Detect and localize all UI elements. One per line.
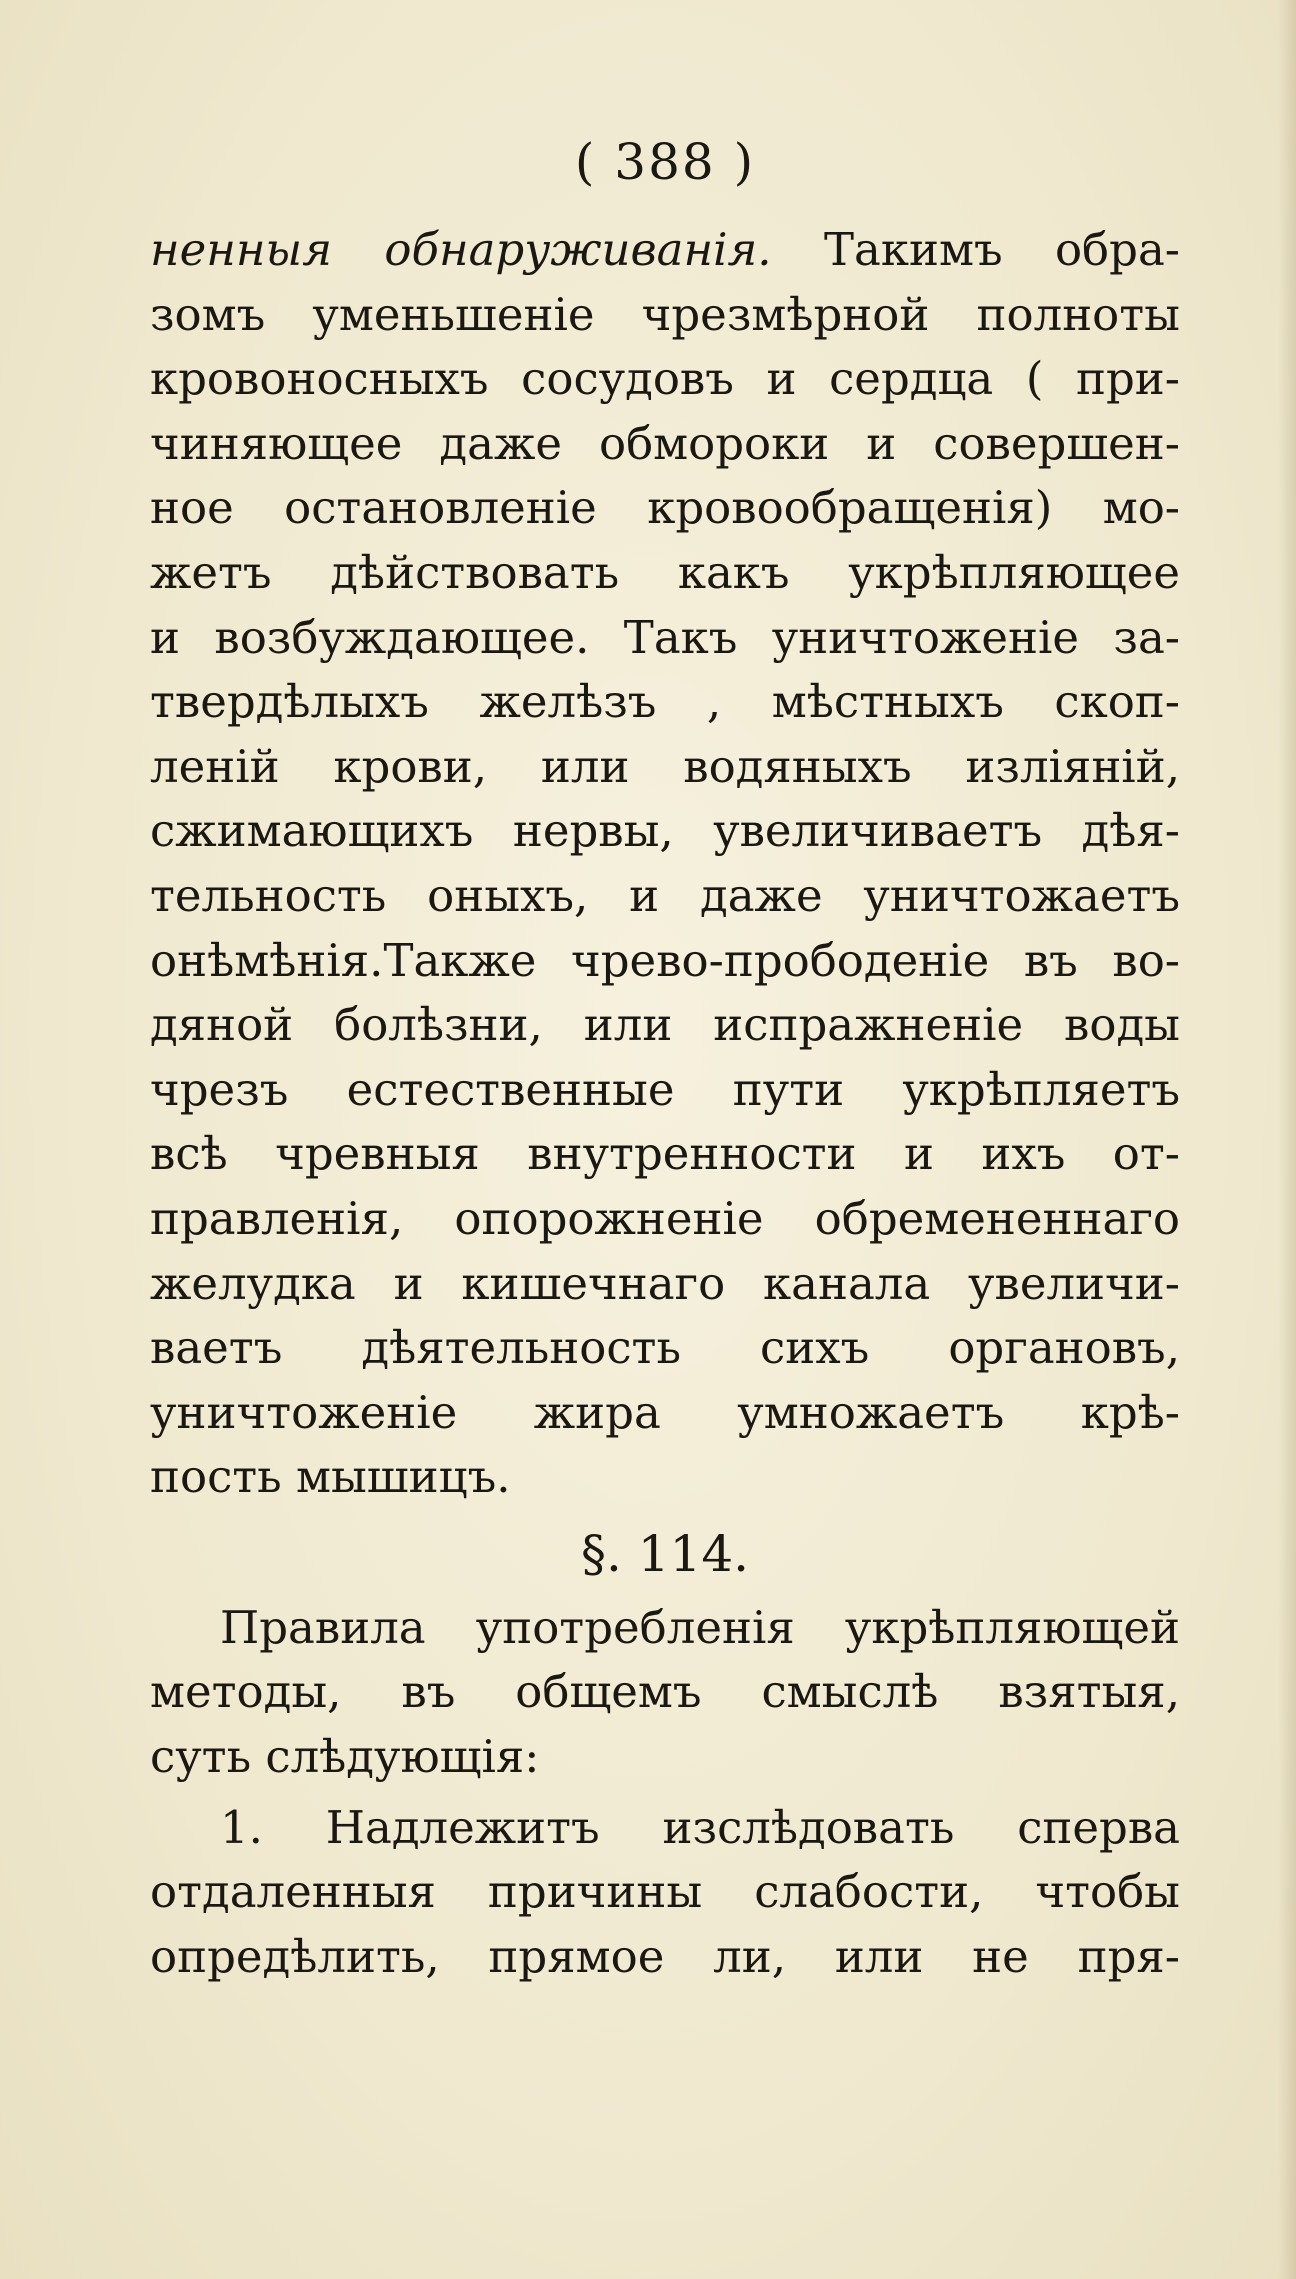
text-line: зомъ уменьшеніе чрезмѣрной полноты	[150, 287, 1180, 341]
text-line: 1. Надлежитъ изслѣдовать сперва	[220, 1800, 1180, 1854]
page-text	[150, 122, 1180, 1989]
line-rest: Такимъ обра-	[771, 223, 1180, 276]
paragraph-3	[150, 1796, 1180, 1990]
text-line: чрезъ естественные пути укрѣпляетъ	[150, 1062, 1180, 1116]
text-line: жетъ дѣйствовать какъ укрѣпляющее	[150, 545, 1180, 599]
paragraph-1	[150, 218, 1180, 1510]
italic-phrase: ненныя обнаруживанія.	[150, 223, 772, 276]
text-line: ваетъ дѣятельность сихъ органовъ,	[150, 1321, 1180, 1375]
text-line: Правила употребленія укрѣпляющей	[220, 1600, 1180, 1654]
text-line: желудка и кишечнаго канала увеличи-	[150, 1256, 1180, 1310]
page-number: ( 388 )	[574, 133, 756, 191]
text-line: отдаленныя причины слабости, чтобы	[150, 1865, 1180, 1919]
text-line: кровоносныхъ сосудовъ и сердца ( при-	[150, 352, 1180, 406]
text-line: сжимающихъ нервы, увеличиваетъ дѣя-	[150, 804, 1180, 858]
text-line: пость мышицъ.	[150, 1450, 511, 1504]
text-line: методы, въ общемъ смыслѣ взятыя,	[150, 1665, 1180, 1719]
text-line: онѣмѣнія.Также чрево-прободеніе въ во-	[150, 933, 1180, 987]
text-line: чиняющее даже обмороки и совершен-	[150, 416, 1180, 470]
text-line: тельность оныхъ, и даже уничтожаетъ	[150, 868, 1180, 922]
paragraph-2	[150, 1596, 1180, 1790]
text-line: леній крови, или водяныхъ изліяній,	[150, 739, 1180, 793]
text-line: и возбуждающее. Такъ уничтоженіе за-	[150, 610, 1180, 664]
text-line: ное остановленіе кровообращенія) мо-	[150, 481, 1180, 535]
text-line: твердѣлыхъ желѣзъ , мѣстныхъ скоп-	[150, 675, 1180, 729]
text-line: всѣ чревныя внутренности и ихъ от-	[150, 1127, 1180, 1181]
text-line: опредѣлить, прямое ли, или не пря-	[150, 1929, 1180, 1983]
page-edge-shadow	[1278, 0, 1296, 2279]
text-line: уничтоженіе жира умножаетъ крѣ-	[150, 1385, 1180, 1439]
text-line	[150, 218, 1180, 283]
section-heading: §. 114.	[580, 1524, 750, 1583]
text-line: дяной болѣзни, или испражненіе воды	[150, 998, 1180, 1052]
text-line: правленія, опорожненіе обремененнаго	[150, 1191, 1180, 1245]
text-line: суть слѣдующія:	[150, 1730, 540, 1784]
